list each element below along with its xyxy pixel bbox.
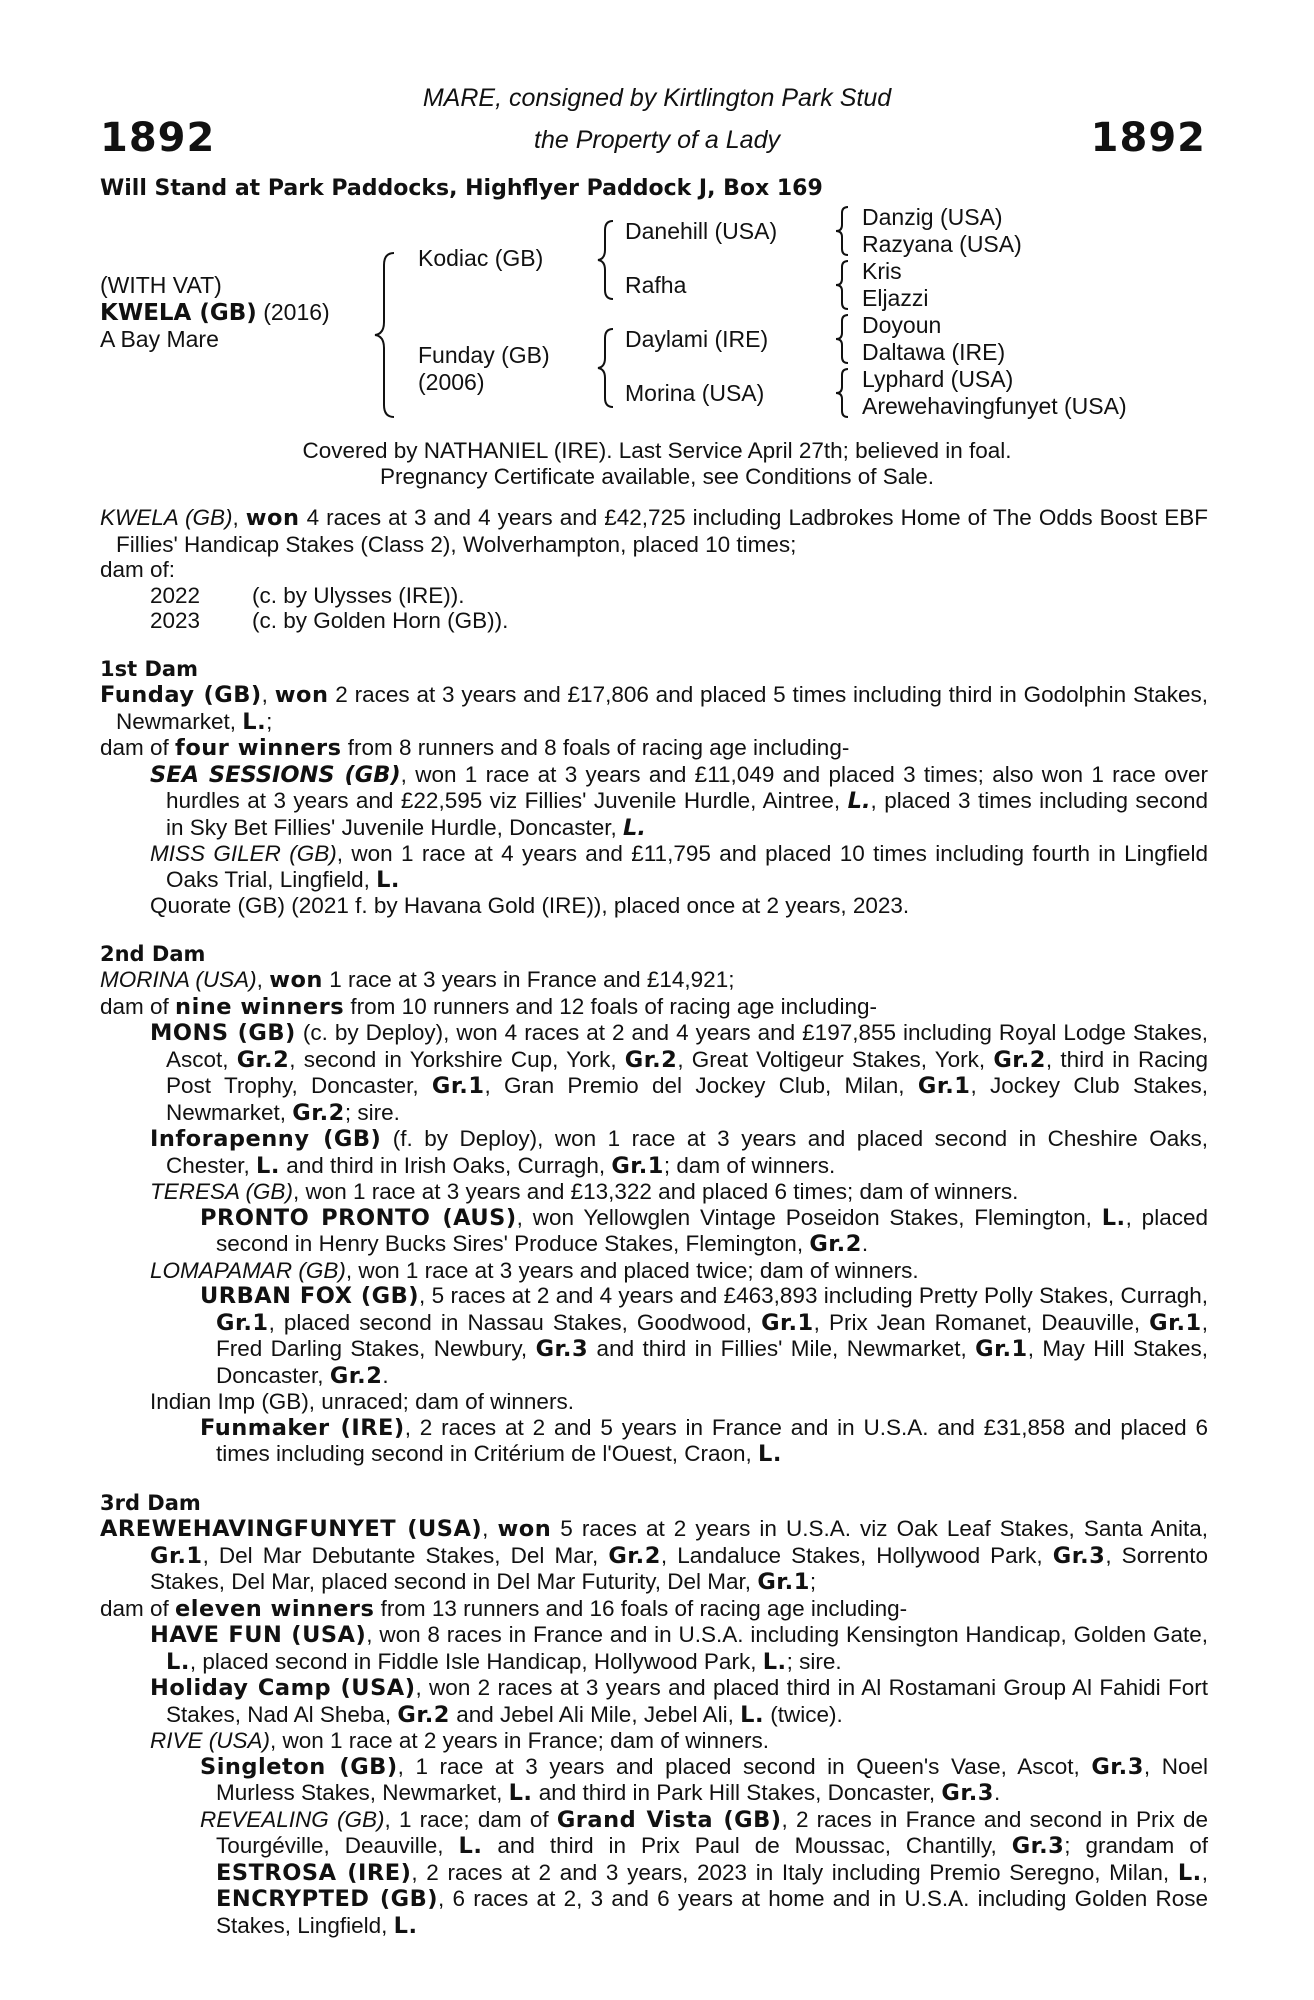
catalogue-body [100, 505, 1208, 1939]
horse-name: KWELA (GB) [100, 300, 257, 326]
progeny-entry: MISS GILER (GB), won 1 race at 4 years and £11,795 and placed 10 times including fourth in Lingfield Oaks Trial, Lingfield, L. [150, 841, 1208, 893]
dam: Funday (GB) [418, 342, 550, 368]
ancestor-arewehavingfunyet: Arewehavingfunyet (USA) [862, 393, 1127, 419]
horse-name-line [100, 299, 330, 326]
ancestor-daltawa: Daltawa (IRE) [862, 339, 1006, 365]
ancestor-kris: Kris [862, 258, 902, 284]
lot-number-right: 1892 [1090, 115, 1206, 161]
horse-year: (2016) [263, 299, 330, 325]
progeny-entry: Quorate (GB) (2021 f. by Havana Gold (IRE)), placed once at 2 years, 2023. [150, 893, 910, 918]
progeny-entry: TERESA (GB), won 1 race at 3 years and £13,322 and placed 6 times; dam of winners. [150, 1179, 1019, 1204]
ancestor-danzig: Danzig (USA) [862, 204, 1003, 230]
brace-g3 [833, 312, 855, 366]
first-dam-dam-of: dam of four winners from 8 runners and 8 foals of racing age including- [100, 735, 850, 761]
progeny-entry: Inforapenny (GB) (f. by Deploy), won 1 race at 3 years and placed second in Cheshire Oaks, Chester, L. and third in Irish Oaks, Curragh, Gr.1; dam of winners. [150, 1126, 1208, 1179]
ancestor-lyphard: Lyphard (USA) [862, 366, 1014, 392]
progeny-entry: Funmaker (IRE), 2 races at 2 and 5 years in France and in U.S.A. and £31,858 and placed 6 times including second in Critérium de l'Ouest, Craon, L. [200, 1414, 1208, 1467]
progeny-entry: REVEALING (GB), 1 race; dam of Grand Vista (GB), 2 races in France and second in Prix de Tourgéville, Deauville, L. and third in Prix Paul de Moussac, Chantilly, Gr.3; grandam of ESTROSA (IRE), 2 races at 2 and 3 years, 2023 in Italy including Premio Seregno, Milan, L., ENCRYPTED (GB), 6 races at 2, 3 and 6 years at home and in U.S.A. including Golden Rose Stakes, Lingfield, L. [200, 1806, 1209, 1939]
first-dam-heading: 1st Dam [100, 656, 198, 681]
ancestor-doyoun: Doyoun [862, 312, 942, 338]
first-dam-record: Funday (GB), won 2 races at 3 years and £17,806 and placed 5 times including third in Godolphin Stakes, Newmarket, L.; [100, 682, 1209, 735]
vat-note: (WITH VAT) [100, 272, 222, 298]
progeny-entry: LOMAPAMAR (GB), won 1 race at 3 years and placed twice; dam of winners. [150, 1257, 919, 1283]
foal-row: 2022 (c. by Ulysses (IRE)). [150, 582, 465, 608]
progeny-entry: Indian Imp (GB), unraced; dam of winners. [150, 1389, 574, 1414]
second-dam-dam-of: dam of nine winners from 10 runners and 12 foals of racing age including- [100, 993, 877, 1020]
stand-location: Will Stand at Park Paddocks, Highflyer Paddock J, Box 169 [100, 176, 823, 201]
dam-brace [595, 326, 621, 410]
progeny-entry: PRONTO PRONTO (AUS), won Yellowglen Vintage Poseidon Stakes, Flemington, L., placed second in Henry Bucks Sires' Produce Stakes, Flemington, Gr.2. [200, 1204, 1208, 1257]
progeny-entry: HAVE FUN (USA), won 8 races in France and in U.S.A. including Kensington Handicap, Golden Gate, L., placed second in Fiddle Isle Handicap, Hollywood Park, L.; sire. [150, 1622, 1208, 1675]
foal-row: 2023 (c. by Golden Horn (GB)). [150, 608, 509, 633]
third-dam-heading: 3rd Dam [100, 1490, 201, 1515]
covering-line-1: Covered by NATHANIEL (IRE). Last Service April 27th; believed in foal. [302, 438, 1012, 463]
progeny-entry: RIVE (USA), won 1 race at 2 years in France; dam of winners. [150, 1728, 769, 1753]
main-brace [372, 250, 402, 420]
third-dam-record: AREWEHAVINGFUNYET (USA), won 5 races at 2 years in U.S.A. viz Oak Leaf Stakes, Santa Anita, Gr.1, Del Mar Debutante Stakes, Del Mar, Gr.2, Landaluce Stakes, Hollywood Park, Gr.3, Sorrento Stakes, Del Mar, placed second in Del Mar Futurity, Del Mar, Gr.1; [100, 1516, 1208, 1595]
dam-sire: Daylami (IRE) [625, 326, 769, 352]
ancestor-eljazzi: Eljazzi [862, 285, 929, 311]
sire-brace [595, 218, 621, 302]
mare-dam-of: dam of: [100, 557, 176, 582]
mare-name: KWELA (GB) [100, 505, 233, 530]
progeny-entry: Holiday Camp (USA), won 2 races at 3 years and placed third in Al Rostamani Group Al Fahidi Fort Stakes, Nad Al Sheba, Gr.2 and Jebel Ali Mile, Jebel Ali, L. (twice). [150, 1675, 1208, 1728]
covering-note [0, 438, 1314, 489]
sire-sire: Danehill (USA) [625, 218, 778, 244]
brace-g1 [833, 204, 855, 258]
brace-g4 [833, 366, 855, 420]
sire-dam: Rafha [625, 272, 687, 298]
covering-line-2: Pregnancy Certificate available, see Conditions of Sale. [379, 463, 935, 489]
property-line: the Property of a Lady [534, 126, 780, 154]
brace-g2 [833, 258, 855, 312]
horse-description: A Bay Mare [100, 326, 219, 352]
progeny-entry: URBAN FOX (GB), 5 races at 2 and 4 years and £463,893 including Pretty Polly Stakes, Curragh, Gr.1, placed second in Nassau Stakes, Goodwood, Gr.1, Prix Jean Romanet, Deauville, Gr.1, Fred Darling Stakes, Newbury, Gr.3 and third in Fillies' Mile, Newmarket, Gr.1, May Hill Stakes, Doncaster, Gr.2. [200, 1283, 1208, 1389]
consignor-line: MARE, consigned by Kirtlington Park Stud [422, 84, 892, 112]
sire: Kodiac (GB) [418, 245, 544, 271]
dam-year: (2006) [418, 369, 485, 395]
ancestor-razyana: Razyana (USA) [862, 231, 1022, 257]
dam-dam: Morina (USA) [625, 380, 765, 406]
lot-number-left: 1892 [100, 115, 216, 161]
second-dam-heading: 2nd Dam [100, 941, 206, 966]
third-dam-dam-of: dam of eleven winners from 13 runners and 16 foals of racing age including- [100, 1595, 908, 1622]
won-label: won [245, 505, 300, 531]
progeny-entry: MONS (GB) (c. by Deploy), won 4 races at 2 and 4 years and £197,855 including Royal Lodge Stakes, Ascot, Gr.2, second in Yorkshire Cup, York, Gr.2, Great Voltigeur Stakes, York, Gr.2, third in Racing Post Trophy, Doncaster, Gr.1, Gran Premio del Jockey Club, Milan, Gr.1, Jockey Club Stakes, Newmarket, Gr.2; sire. [150, 1020, 1209, 1126]
second-dam-record: MORINA (USA), won 1 race at 3 years in France and £14,921; [100, 967, 735, 993]
mare-record: KWELA (GB), won 4 races at 3 and 4 years and £42,725 including Ladbrokes Home of The Odds Boost EBF Fillies' Handicap Stakes (Class 2), Wolverhampton, placed 10 times; [100, 505, 1208, 557]
progeny-entry: SEA SESSIONS (GB), won 1 race at 3 years and £11,049 and placed 3 times; also won 1 race over hurdles at 3 years and £22,595 viz Fillies' Juvenile Hurdle, Aintree, L., placed 3 times including second in Sky Bet Fillies' Juvenile Hurdle, Doncaster, L. [150, 761, 1208, 841]
progeny-entry: Singleton (GB), 1 race at 3 years and placed second in Queen's Vase, Ascot, Gr.3, Noel Murless Stakes, Newmarket, L. and third in Park Hill Stakes, Doncaster, Gr.3. [200, 1753, 1208, 1806]
